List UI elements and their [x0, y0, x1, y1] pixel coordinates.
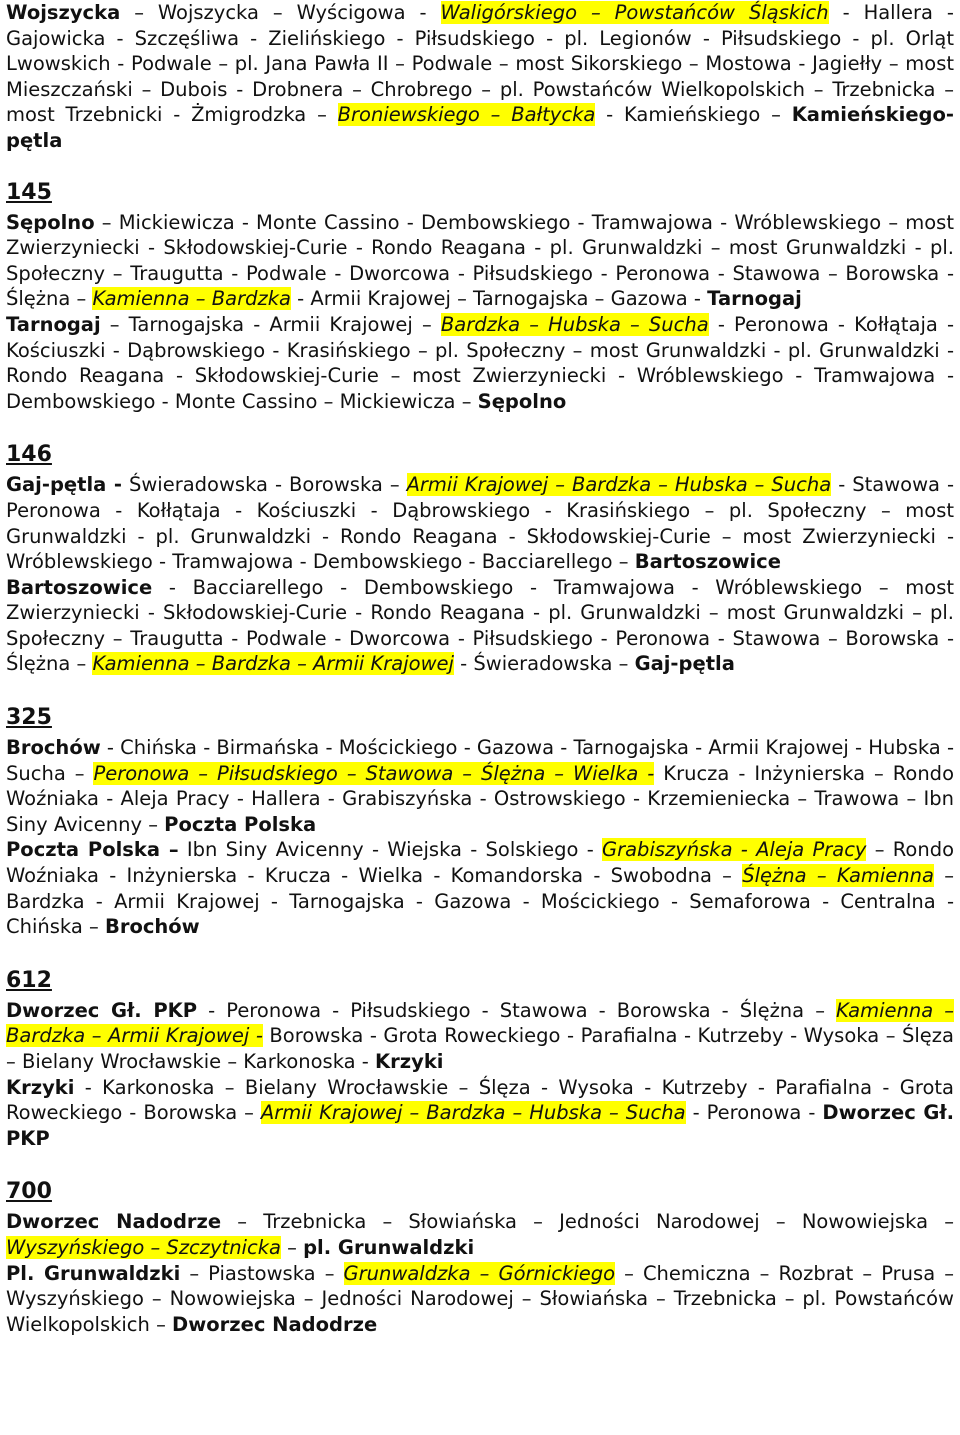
route-section: [6, 1179, 954, 1337]
route-streets: – Tarnogajska - Armii Krajowej –: [100, 312, 441, 336]
terminal-stop: Poczta Polska –: [6, 838, 179, 862]
route-paragraph: [6, 472, 954, 574]
route-streets: Krucza - Inżynierska – Rondo Woźniaka - Aleja Pracy - Hallera - Grabiszyńska - Ostrowskiego - Krzemieniecka – Trawowa – Ibn Siny Avicenny –: [6, 761, 954, 836]
highlighted-streets: Armii Krajowej – Bardzka – Hubska – Sucha: [406, 473, 832, 497]
route-streets: – Mickiewicza - Monte Cassino - Dembowskiego - Tramwajowa - Wróblewskiego – most Zwierzyniecki - Skłodowskiej-Curie - Rondo Reagana - pl. Grunwaldzki – most Grunwaldzki - pl. Społeczny – Traugutta - Podwale - Dworcowa - Piłsudskiego - Peronowa - Stawowa – Borowska - Ślężna –: [6, 210, 954, 311]
highlighted-streets: Ślężna – Kamienna: [742, 864, 934, 888]
terminal-stop: Wojszycka: [6, 1, 121, 24]
route-paragraph: [6, 312, 954, 414]
highlighted-streets: Armii Krajowej – Bardzka – Hubska – Sucha: [260, 1101, 686, 1125]
route-paragraph: [6, 1261, 954, 1338]
route-streets: – Bardzka - Armii Krajowej - Tarnogajska - Gazowa - Mościckiego - Semaforowa - Centralna - Chińska –: [6, 864, 955, 939]
terminal-stop: Sępolno: [6, 210, 95, 234]
route-streets: – Rondo Woźniaka - Inżynierska - Krucza - Wielka - Komandorska - Swobodna –: [6, 838, 954, 888]
route-paragraph: [6, 1075, 954, 1152]
route-streets: - Peronowa - Kołłątaja - Kościuszki - Dąbrowskiego - Krasińskiego – pl. Społeczny – most Grunwaldzki - pl. Grunwaldzki - Rondo Reagana - Skłodowskiej-Curie – most Zwierzyniecki - Wróblewskiego - Tramwajowa - Dembowskiego - Monte Cassino – Mickiewicza –: [6, 312, 955, 413]
route-section: [6, 180, 954, 415]
route-streets: – Wojszycka – Wyścigowa -: [120, 1, 441, 24]
terminal-stop: Tarnogaj: [707, 287, 802, 311]
highlighted-streets: Grunwaldzka – Górnickiego: [343, 1261, 616, 1285]
route-streets: Świeradowska - Borowska –: [121, 473, 407, 497]
route-section: [6, 705, 954, 940]
terminal-stop: Dworzec Gł. PKP: [6, 998, 198, 1022]
terminal-stop: Kamieńskiego-pętla: [6, 103, 955, 152]
route-number: 325: [6, 705, 52, 731]
route-number: 145: [6, 179, 52, 205]
terminal-stop: Poczta Polska: [164, 812, 317, 836]
route-paragraph: [6, 998, 954, 1075]
route-streets: –: [280, 1235, 304, 1259]
terminal-stop: Krzyki: [6, 1075, 75, 1099]
route-section: [6, 442, 954, 677]
terminal-stop: Tarnogaj: [6, 312, 101, 336]
route-paragraph: [6, 210, 954, 312]
route-streets: - Peronowa - Piłsudskiego - Stawowa - Borowska - Ślężna –: [197, 998, 837, 1022]
route-number: 146: [6, 442, 52, 468]
highlighted-streets: Wyszyńskiego – Szczytnicka: [6, 1235, 281, 1259]
terminal-stop: Dworzec Nadodrze: [172, 1312, 378, 1336]
route-streets: Ibn Siny Avicenny - Wiejska - Solskiego -: [178, 838, 602, 862]
route-streets: - Kamieńskiego –: [595, 103, 792, 127]
route-streets: – Piastowska –: [180, 1261, 344, 1285]
route-streets: – Chemiczna – Rozbrat – Prusa – Wyszyńskiego – Nowowiejska – Jedności Narodowej – Słowiańska – Trzebnicka – pl. Powstańców Wielkopolskich –: [6, 1261, 954, 1336]
route-streets: - Chińska - Birmańska - Mościckiego - Gazowa - Tarnogajska - Armii Krajowej - Hubska - Sucha –: [6, 736, 954, 785]
terminal-stop: Sępolno: [477, 389, 567, 413]
terminal-stop: Pl. Grunwaldzki: [6, 1261, 181, 1285]
terminal-stop: Bartoszowice: [6, 575, 153, 599]
route-paragraph: [6, 0, 954, 154]
terminal-stop: Dworzec Nadodrze: [6, 1210, 222, 1234]
routes-list: [6, 180, 954, 1338]
route-paragraph: [6, 837, 954, 939]
highlighted-streets: Bardzka – Hubska – Sucha: [440, 312, 709, 336]
highlighted-streets: Waligórskiego – Powstańców Śląskich: [440, 1, 829, 24]
route-streets: - Świeradowska –: [453, 652, 635, 676]
terminal-stop: Dworzec Gł. PKP: [6, 1101, 955, 1150]
highlighted-streets: Kamienna – Bardzka – Armii Krajowej: [92, 652, 454, 676]
route-streets: - Armii Krajowej – Tarnogajska – Gazowa -: [290, 287, 708, 311]
highlighted-streets: Kamienna – Bardzka: [92, 287, 291, 311]
route-streets: – Trzebnicka – Słowiańska – Jedności Narodowej – Nowowiejska –: [221, 1210, 954, 1234]
highlighted-streets: Broniewskiego – Bałtycka: [337, 103, 596, 127]
route-number: 612: [6, 967, 52, 993]
route-paragraph: [6, 575, 954, 677]
terminal-stop: Gaj-pętla: [634, 652, 735, 676]
highlighted-streets: Grabiszyńska - Aleja Pracy: [601, 838, 867, 862]
highlighted-streets: Kamienna – Bardzka – Armii Krajowej -: [6, 998, 954, 1048]
route-streets: - Bacciarellego - Dembowskiego - Tramwajowa - Wróblewskiego – most Zwierzyniecki - Skłodowskiej-Curie - Rondo Reagana - pl. Grunwaldzki – most Grunwaldzki – pl. Społeczny – Traugutta - Podwale - Dworcowa - Piłsudskiego - Peronowa - Stawowa – Borowska - Ślężna –: [6, 575, 954, 676]
route-number: 700: [6, 1179, 52, 1205]
terminal-stop: Gaj-pętla -: [6, 473, 122, 497]
terminal-stop: Krzyki: [375, 1050, 444, 1073]
terminal-stop: Bartoszowice: [634, 550, 781, 574]
route-streets: - Karkonoska – Bielany Wrocławskie – Ślęza - Wysoka - Kutrzeby - Parafialna - Grota Roweckiego - Borowska –: [6, 1075, 954, 1125]
timetable-document: [6, 0, 954, 1337]
route-section: [6, 968, 954, 1152]
route-streets: - Peronowa -: [685, 1101, 823, 1125]
route-streets: - Hallera - Gajowicka - Szczęśliwa - Zielińskiego - Piłsudskiego - pl. Legionów - Piłsudskiego - pl. Orląt Lwowskich - Podwale – pl. Jana Pawła II – Podwale – most Sikorskiego – Mostowa - Jagiełły – most Mieszczański – Dubois - Drobnera – Chrobrego – pl. Powstańców Wielkopolskich – Trzebnicka – most Trzebnicki - Żmigrodzka –: [6, 1, 954, 127]
route-paragraph: [6, 735, 954, 837]
terminal-stop: pl. Grunwaldzki: [303, 1235, 475, 1259]
route-streets: - Stawowa - Peronowa - Kołłątaja - Kościuszki - Dąbrowskiego - Krasińskiego – pl. Społeczny – most Grunwaldzki - pl. Grunwaldzki - Rondo Reagana - Skłodowskiej-Curie – most Zwierzyniecki - Wróblewskiego - Tramwajowa - Dembowskiego - Bacciarellego –: [6, 473, 955, 574]
highlighted-streets: Peronowa – Piłsudskiego – Stawowa – Ślężna – Wielka -: [93, 761, 655, 785]
route-streets: Borowska - Grota Roweckiego - Parafialna - Kutrzeby - Wysoka – Ślęza – Bielany Wrocławskie – Karkonoska -: [6, 1024, 954, 1073]
terminal-stop: Brochów: [104, 915, 200, 939]
terminal-stop: Brochów: [6, 736, 101, 760]
intro-section: [6, 0, 954, 154]
route-paragraph: [6, 1209, 954, 1260]
